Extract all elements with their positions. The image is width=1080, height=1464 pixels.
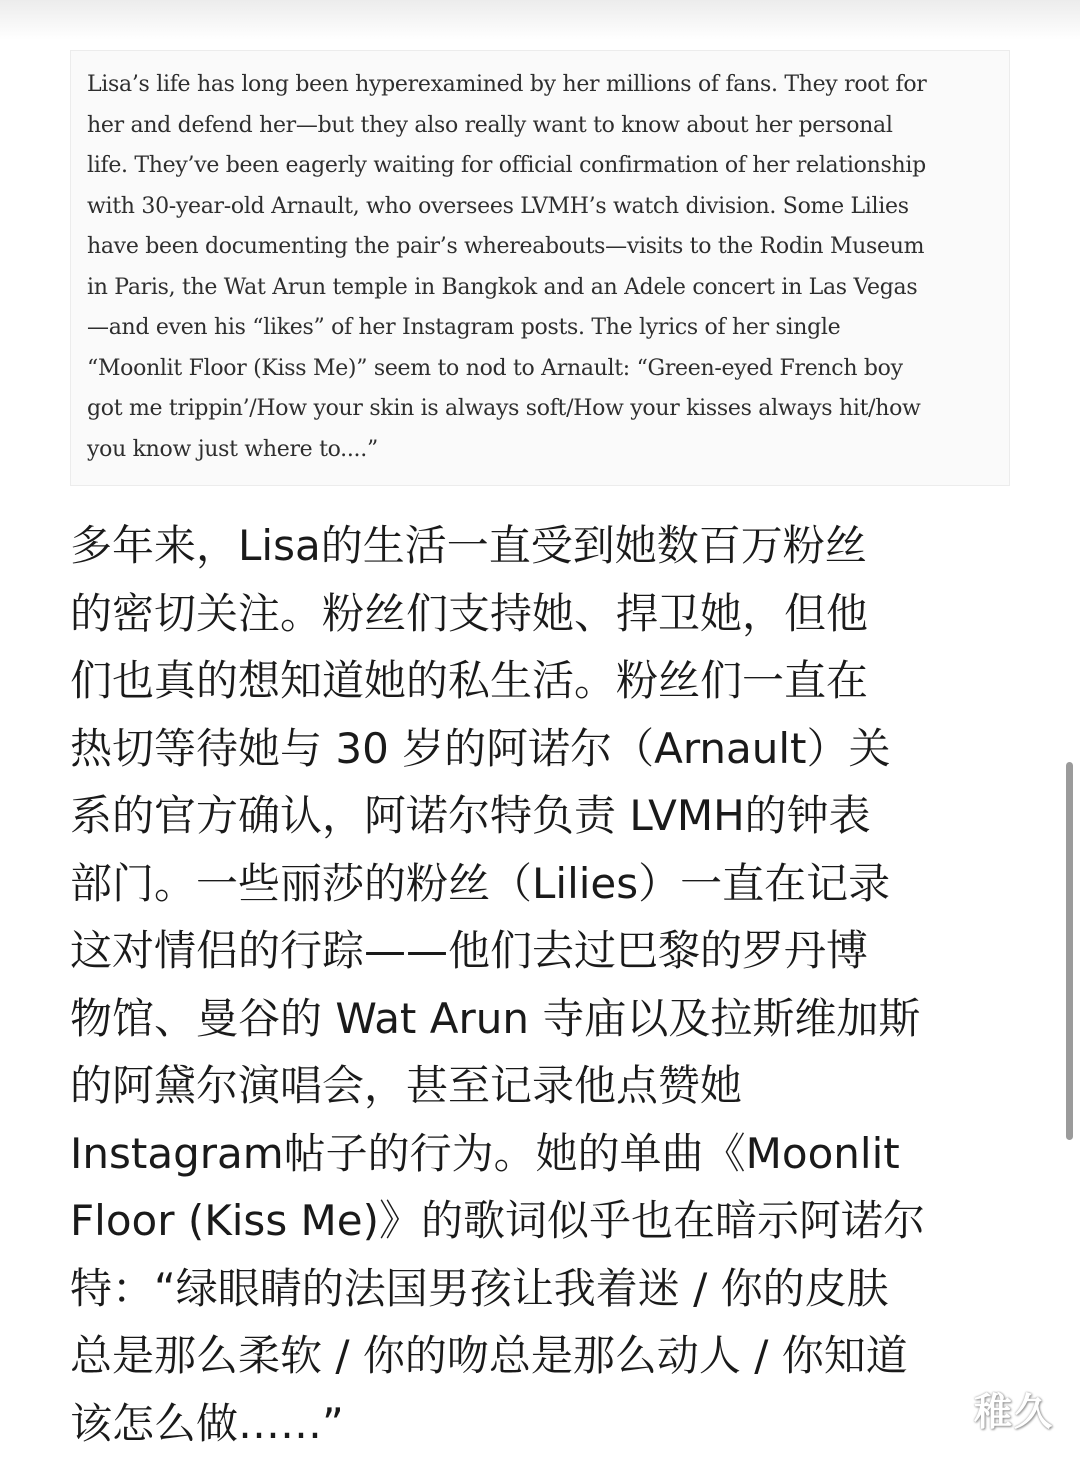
translation-line: 多年来，Lisa的生活一直受到她数百万粉丝: [70, 521, 867, 570]
translation-line: 总是那么柔软 / 你的吻总是那么动人 / 你知道: [70, 1331, 908, 1380]
quote-line: “Moonlit Floor (Kiss Me)” seem to nod to Arnault: “Green-eyed French boy: [87, 355, 903, 381]
translation-line: 特：“绿眼睛的法国男孩让我着迷 / 你的皮肤: [70, 1263, 889, 1313]
quote-line: you know just where to....”: [87, 436, 378, 462]
top-fade: [0, 0, 1080, 40]
translation-line: 部门。一些丽莎的粉丝（Lilies）一直在记录: [70, 858, 891, 908]
watermark-text: 稚久: [973, 1390, 1054, 1434]
translation-line: 们也真的想知道她的私生活。粉丝们一直在: [70, 656, 869, 705]
quote-line: with 30-year-old Arnault, who oversees LVMH’s watch division. Some Lilies: [87, 193, 909, 219]
translation-line: 热切等待她与 30 岁的阿诺尔（Arnault）关: [70, 723, 891, 773]
quote-line: life. They’ve been eagerly waiting for official confirmation of her relationship: [87, 153, 926, 178]
quote-line: in Paris, the Wat Arun temple in Bangkok and an Adele concert in Las Vegas: [87, 274, 918, 300]
quote-line: got me trippin’/How your skin is always soft/How your kisses always hit/how: [87, 396, 921, 421]
translation-line: 系的官方确认，阿诺尔特负责 LVMH的钟表: [70, 791, 871, 840]
chinese-translation: [70, 512, 1010, 1457]
translation-line: 的密切关注。粉丝们支持她、捍卫她，但他: [70, 588, 869, 638]
translation-line: 的阿黛尔演唱会，甚至记录他点赞她: [70, 1061, 743, 1110]
translation-line: 这对情侣的行踪——他们去过巴黎的罗丹博: [70, 926, 869, 975]
translation-line: Floor (Kiss Me)》的歌词似乎也在暗示阿诺尔: [70, 1196, 926, 1245]
quote-line: Lisa’s life has long been hyperexamined by her millions of fans. They root for: [87, 72, 927, 97]
quote-line: —and even his “likes” of her Instagram posts. The lyrics of her single: [87, 315, 841, 340]
scrollbar-thumb[interactable]: [1066, 762, 1073, 1140]
translation-line: 物馆、曼谷的 Wat Arun 寺庙以及拉斯维加斯: [70, 993, 921, 1043]
translation-line: Instagram帖子的行为。她的单曲《Moonlit: [70, 1128, 900, 1178]
quote-line: have been documenting the pair’s whereabouts—visits to the Rodin Museum: [87, 234, 925, 259]
quote-line: her and defend her—but they also really want to know about her personal: [87, 112, 893, 138]
english-quote-box: [70, 50, 1010, 486]
english-quote-text: [87, 65, 995, 470]
translation-line: 该怎么做……”: [70, 1398, 344, 1448]
